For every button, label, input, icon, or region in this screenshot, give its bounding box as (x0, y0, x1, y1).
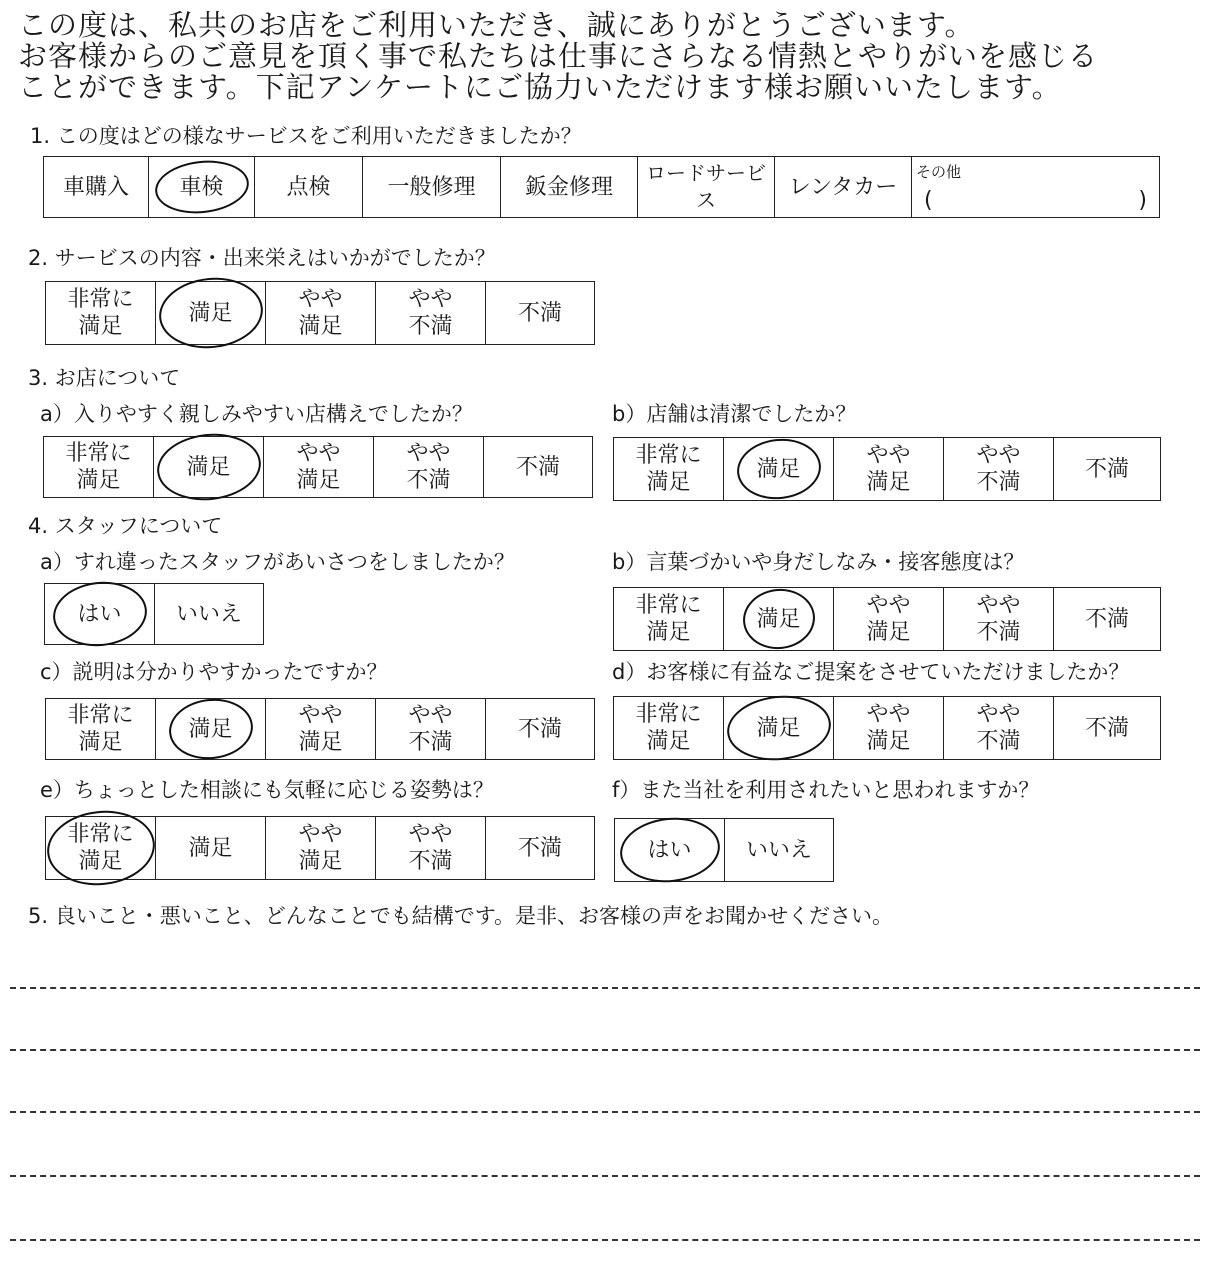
rating-very-satisfied[interactable] (46, 699, 156, 759)
intro-line: ことができます。下記アンケートにご協力いただけます様お願いいたします。 (18, 70, 1062, 104)
rating-very-satisfied[interactable] (614, 438, 724, 500)
question-5-title: 5. 良いこと・悪いこと、どんなことでも結構です。是非、お客様の声をお聞かせください。 (28, 904, 894, 928)
rating-label: 非常に 満足 (635, 443, 702, 495)
q4c-label: c）説明は分かりやすかったですか？ (40, 660, 388, 684)
answer-no[interactable] (155, 584, 263, 644)
option-label: 車購入 (62, 174, 129, 200)
rating-label: 満足 (756, 606, 801, 632)
rating-very-satisfied[interactable] (46, 282, 156, 344)
rating-somewhat-dissatisfied[interactable] (944, 438, 1054, 500)
rating-label: 満足 (188, 716, 233, 742)
rating-label: 非常に 満足 (65, 441, 132, 493)
rating-somewhat-dissatisfied[interactable] (374, 437, 484, 497)
q3a-rating-row (43, 436, 593, 498)
intro-line: この度は、私共のお店をご利用いただき、誠にありがとうございます。 (18, 8, 975, 42)
rating-somewhat-dissatisfied[interactable] (376, 282, 486, 344)
q4d-label: d）お客様に有益なご提案をさせていただけましたか？ (612, 660, 1130, 684)
q4e-label: e）ちょっとした相談にも気軽に応じる姿勢は？ (40, 778, 494, 802)
rating-dissatisfied[interactable] (1054, 588, 1160, 650)
q1-option-sheet-metal-repair[interactable] (501, 157, 638, 217)
q4a-label: a）すれ違ったスタッフがあいさつをしましたか？ (40, 550, 515, 574)
rating-somewhat-satisfied[interactable] (266, 817, 376, 879)
rating-somewhat-dissatisfied[interactable] (376, 699, 486, 759)
q1-option-other[interactable] (912, 157, 1159, 217)
q4b-rating-row (613, 587, 1161, 651)
q4c-rating-row (45, 698, 595, 760)
rating-satisfied[interactable] (724, 588, 834, 650)
q4a-yesno-row (44, 583, 264, 645)
question-4-title: 4. スタッフについて (28, 514, 223, 538)
rating-label: やや 不満 (976, 443, 1021, 495)
rating-label: 不満 (515, 454, 560, 480)
rating-satisfied[interactable] (156, 699, 266, 759)
rating-label: 非常に 満足 (67, 703, 134, 755)
rating-somewhat-satisfied[interactable] (834, 588, 944, 650)
rating-label: やや 不満 (976, 702, 1021, 754)
rating-very-satisfied[interactable] (614, 588, 724, 650)
rating-satisfied[interactable] (156, 817, 266, 879)
rating-label: 非常に 満足 (67, 822, 134, 874)
rating-label: やや 満足 (296, 441, 341, 493)
comment-line (10, 1239, 1200, 1241)
rating-label: やや 不満 (408, 287, 453, 339)
rating-label: 満足 (188, 300, 233, 326)
rating-somewhat-dissatisfied[interactable] (944, 588, 1054, 650)
rating-label: 不満 (1084, 456, 1129, 482)
option-label: 一般修理 (387, 174, 476, 200)
rating-dissatisfied[interactable] (484, 437, 592, 497)
q2-rating-row (45, 281, 595, 345)
rating-satisfied[interactable] (154, 437, 264, 497)
rating-label: 不満 (517, 716, 562, 742)
rating-dissatisfied[interactable] (1054, 438, 1160, 500)
rating-somewhat-dissatisfied[interactable] (376, 817, 486, 879)
rating-somewhat-satisfied[interactable] (264, 437, 374, 497)
intro-line: お客様からのご意見を頂く事で私たちは仕事にさらなる情熱とやりがいを感じる (18, 39, 1099, 73)
other-paren-close: ) (1138, 188, 1147, 213)
rating-label: 不満 (517, 835, 562, 861)
comment-line (10, 1111, 1200, 1113)
rating-label: やや 満足 (298, 822, 343, 874)
comment-line (10, 987, 1200, 989)
other-label: その他 (916, 163, 962, 181)
rating-label: 不満 (1084, 715, 1129, 741)
q4b-label: b）言葉づかいや身だしなみ・接客態度は？ (612, 550, 1025, 574)
rating-dissatisfied[interactable] (1054, 697, 1160, 759)
rating-label: やや 満足 (866, 593, 911, 645)
rating-label: やや 不満 (408, 822, 453, 874)
intro-text (18, 10, 1198, 103)
question-3-title: 3. お店について (28, 366, 181, 390)
q1-option-check[interactable] (255, 157, 363, 217)
rating-label: やや 満足 (866, 702, 911, 754)
rating-somewhat-satisfied[interactable] (266, 699, 376, 759)
rating-label: 満足 (756, 456, 801, 482)
rating-somewhat-satisfied[interactable] (834, 438, 944, 500)
answer-label: はい (647, 837, 692, 863)
rating-somewhat-satisfied[interactable] (266, 282, 376, 344)
q1-option-car-purchase[interactable] (44, 157, 149, 217)
option-label: レンタカー (788, 174, 898, 200)
question-1-title: 1. この度はどの様なサービスをご利用いただきましたか？ (30, 124, 582, 148)
rating-dissatisfied[interactable] (486, 699, 594, 759)
q1-option-general-repair[interactable] (363, 157, 501, 217)
rating-very-satisfied[interactable] (614, 697, 724, 759)
rating-label: やや 不満 (976, 593, 1021, 645)
q3a-label: a）入りやすく親しみやすい店構えでしたか？ (40, 402, 473, 426)
rating-label: やや 不満 (408, 703, 453, 755)
option-label: 鈑金修理 (524, 174, 613, 200)
rating-satisfied[interactable] (724, 438, 834, 500)
rating-label: やや 満足 (866, 443, 911, 495)
q1-option-rental-car[interactable] (775, 157, 912, 217)
rating-very-satisfied[interactable] (44, 437, 154, 497)
rating-label: 非常に 満足 (67, 287, 134, 339)
rating-label: 満足 (186, 454, 231, 480)
q1-option-inspection-shaken[interactable] (149, 157, 255, 217)
rating-label: 不満 (517, 300, 562, 326)
answer-yes[interactable] (615, 819, 725, 881)
rating-label: やや 不満 (406, 441, 451, 493)
other-paren-open: ( (924, 188, 933, 213)
question-2-title: 2. サービスの内容・出来栄えはいかがでしたか？ (28, 246, 496, 270)
rating-satisfied[interactable] (156, 282, 266, 344)
q4d-rating-row (613, 696, 1161, 760)
answer-no[interactable] (725, 819, 833, 881)
rating-dissatisfied[interactable] (486, 282, 594, 344)
rating-label: 非常に 満足 (635, 702, 702, 754)
answer-label: いいえ (745, 837, 812, 863)
comment-line (10, 1049, 1200, 1051)
q1-option-road-service[interactable] (638, 157, 775, 217)
q3b-label: b）店舗は清潔でしたか？ (612, 402, 857, 426)
q4f-label: f）また当社を利用されたいと思われますか？ (612, 778, 1040, 802)
q4e-rating-row (45, 816, 595, 880)
option-label: 車検 (179, 174, 224, 200)
rating-label: 不満 (1084, 606, 1129, 632)
rating-very-satisfied[interactable] (46, 817, 156, 879)
answer-yes[interactable] (45, 584, 155, 644)
option-label: 点検 (286, 174, 331, 200)
rating-label: 非常に 満足 (635, 593, 702, 645)
rating-somewhat-dissatisfied[interactable] (944, 697, 1054, 759)
rating-satisfied[interactable] (724, 697, 834, 759)
rating-label: 満足 (756, 715, 801, 741)
rating-somewhat-satisfied[interactable] (834, 697, 944, 759)
rating-label: 満足 (188, 835, 233, 861)
rating-label: やや 満足 (298, 703, 343, 755)
answer-label: はい (77, 601, 122, 627)
q1-options-row (43, 156, 1160, 218)
answer-label: いいえ (175, 601, 242, 627)
q3b-rating-row (613, 437, 1161, 501)
q4f-yesno-row (614, 818, 834, 882)
comment-line (10, 1175, 1200, 1177)
rating-dissatisfied[interactable] (486, 817, 594, 879)
rating-label: やや 満足 (298, 287, 343, 339)
option-label: ロードサービス (646, 161, 766, 212)
